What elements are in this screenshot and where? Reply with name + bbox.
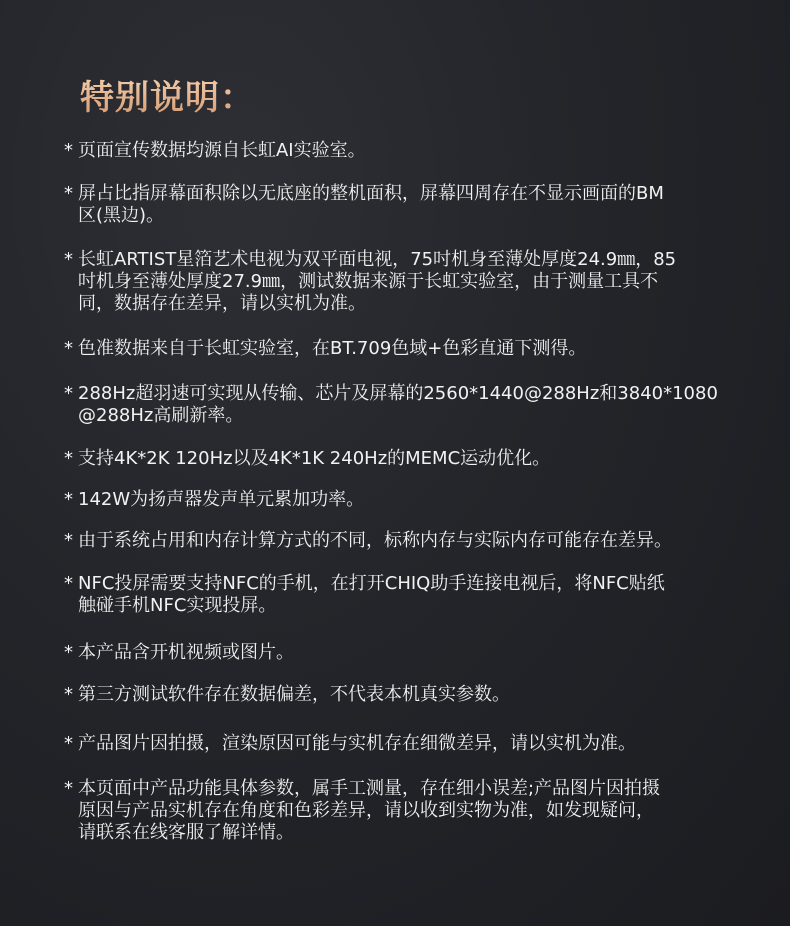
note-item: [64, 642, 734, 664]
note-text: 屏占比指屏幕面积除以无底座的整机面积，屏幕四周存在不显示画面的BM 区(黑边)。: [78, 183, 664, 226]
note-item: [64, 249, 734, 315]
bullet-marker: *: [64, 489, 73, 510]
note-item: [64, 733, 734, 755]
page-title: 特别说明：: [80, 70, 255, 119]
bullet-marker: *: [64, 183, 73, 204]
note-text: 产品图片因拍摄，渲染原因可能与实机存在细微差异，请以实机为准。: [78, 733, 636, 754]
bullet-marker: *: [64, 778, 73, 799]
note-text: 由于系统占用和内存计算方式的不同，标称内存与实际内存可能存在差异。: [78, 530, 672, 551]
note-text: 本产品含开机视频或图片。: [78, 642, 294, 663]
note-text: 本页面中产品功能具体参数，属手工测量，存在细小误差;产品图片因拍摄 原因与产品实机存在角度和色彩差异，请以收到实物为准，如发现疑问， 请联系在线客服了解详情。: [78, 778, 661, 843]
note-item: [64, 489, 734, 511]
note-item: [64, 778, 734, 844]
bullet-marker: *: [64, 530, 73, 551]
bullet-marker: *: [64, 642, 73, 663]
note-text: 288Hz超羽速可实现从传输、芯片及屏幕的2560*1440@288Hz和3840*1080 @288Hz高刷新率。: [78, 383, 718, 426]
note-item: [64, 684, 734, 706]
bullet-marker: *: [64, 338, 73, 359]
note-text: 色准数据来自于长虹实验室，在BT.709色域+色彩直通下测得。: [78, 338, 587, 359]
bullet-marker: *: [64, 448, 73, 469]
note-item: [64, 448, 734, 470]
note-text: 长虹ARTIST星箔艺术电视为双平面电视，75吋机身至薄处厚度24.9㎜，85 吋机身至薄处厚度27.9㎜，测试数据来源于长虹实验室，由于测量工具不 同，数据存在差异，请以实机为准。: [78, 249, 677, 314]
note-text: 页面宣传数据均源自长虹AI实验室。: [78, 140, 366, 161]
note-item: [64, 573, 734, 617]
bullet-marker: *: [64, 733, 73, 754]
bullet-marker: *: [64, 140, 73, 161]
note-text: 第三方测试软件存在数据偏差，不代表本机真实参数。: [78, 684, 510, 705]
note-text: 142W为扬声器发声单元累加功率。: [78, 489, 365, 510]
note-text: 支持4K*2K 120Hz以及4K*1K 240Hz的MEMC运动优化。: [78, 448, 551, 469]
note-item: [64, 338, 734, 360]
bullet-marker: *: [64, 684, 73, 705]
note-item: [64, 183, 734, 227]
bullet-marker: *: [64, 249, 73, 270]
note-text: NFC投屏需要支持NFC的手机，在打开CHIQ助手连接电视后，将NFC贴纸 触碰手机NFC实现投屏。: [78, 573, 665, 616]
note-item: [64, 530, 734, 552]
bullet-marker: *: [64, 573, 73, 594]
note-item: [64, 383, 734, 427]
bullet-marker: *: [64, 383, 73, 404]
note-item: [64, 140, 734, 162]
